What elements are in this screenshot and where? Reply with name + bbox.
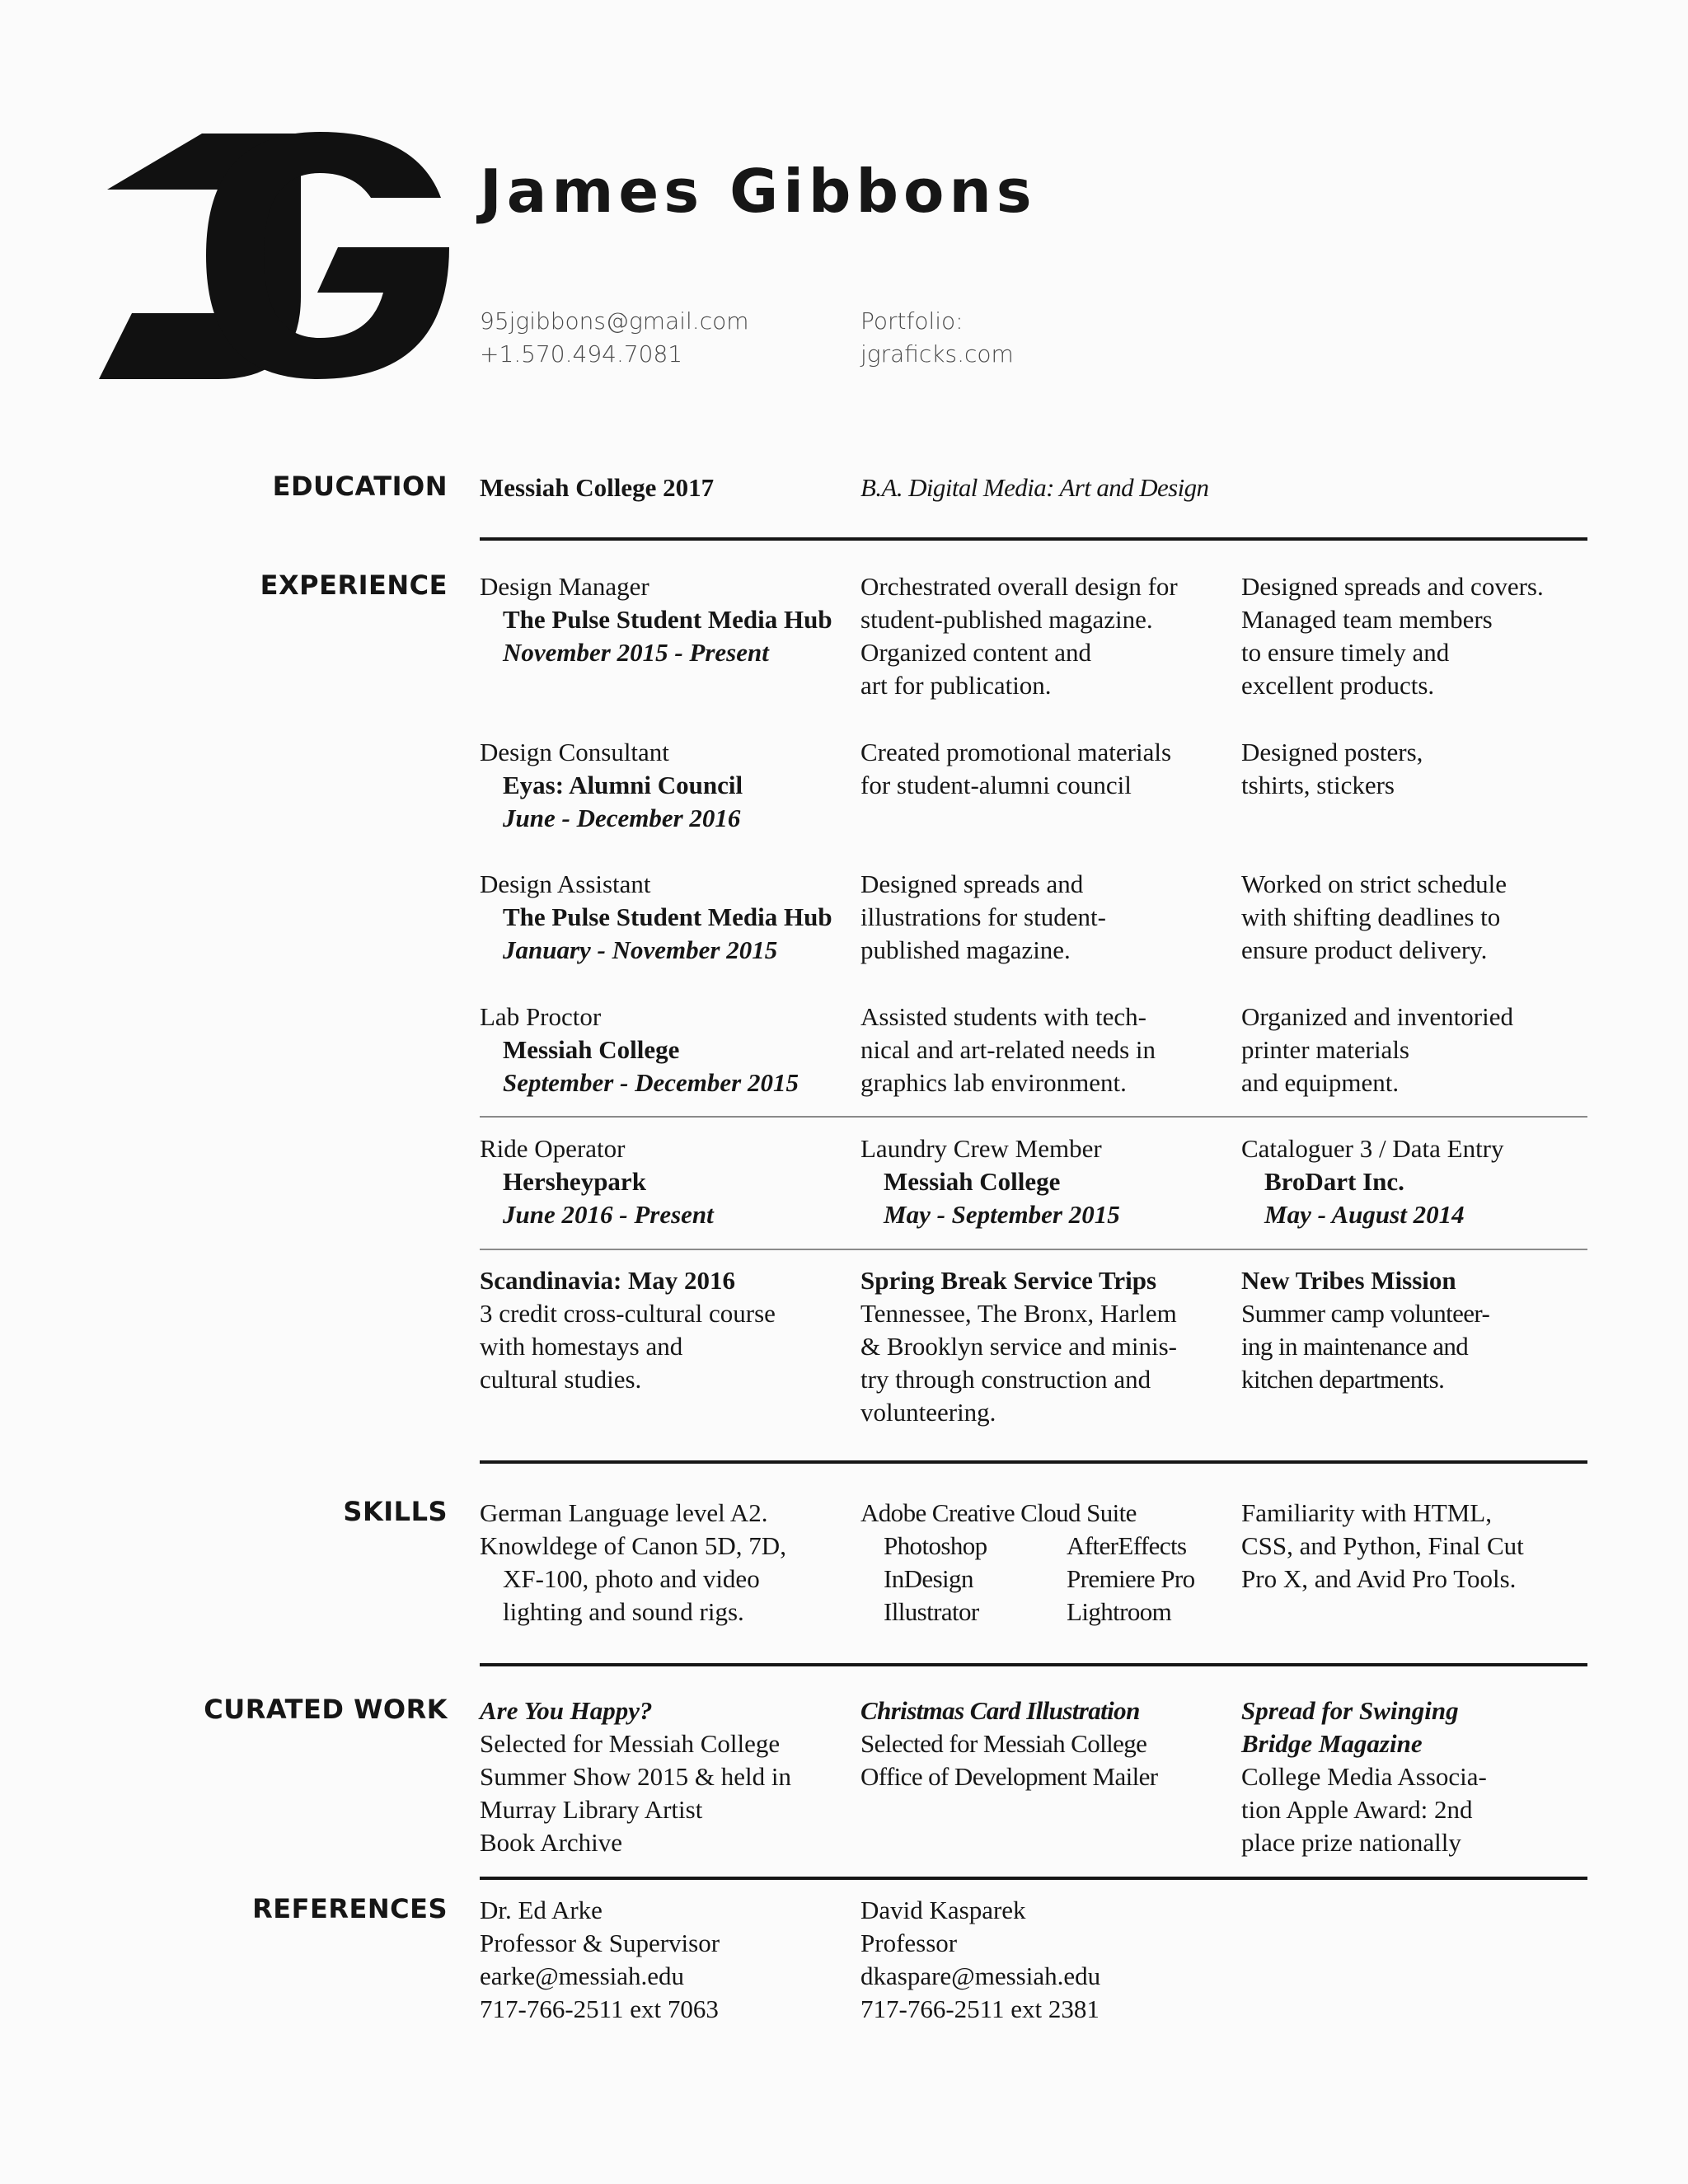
job-entry — [480, 1001, 799, 1099]
curated-line: Selected for Messiah College — [480, 1729, 781, 1758]
job-organization: The Pulse Student Media Hub — [503, 902, 832, 931]
job-dates: November 2015 - Present — [503, 638, 769, 667]
email-text[interactable]: 95jgibbons@gmail.com — [480, 307, 749, 335]
desc-line: art for publication. — [860, 671, 1052, 700]
job-description — [1241, 736, 1423, 802]
job-description — [1241, 1001, 1513, 1099]
desc-line: excellent products. — [1241, 671, 1435, 700]
portfolio-link[interactable]: jgraficks.com — [860, 340, 1014, 368]
job-title: Design Manager — [480, 572, 649, 601]
job-title: Ride Operator — [480, 1134, 626, 1163]
desc-line: Orchestrated overall design for — [860, 572, 1178, 601]
job-organization: BroDart Inc. — [1264, 1167, 1404, 1196]
section-divider — [480, 1877, 1587, 1880]
desc-line: and equipment. — [1241, 1068, 1400, 1097]
desc-line: nical and art-related needs in — [860, 1035, 1156, 1064]
job-organization: Eyas: Alumni Council — [503, 771, 743, 799]
activity-line: try through construction and — [860, 1365, 1151, 1394]
section-divider — [480, 537, 1587, 541]
education-school: Messiah College 2017 — [480, 473, 715, 502]
curated-line: tion Apple Award: 2nd — [1241, 1795, 1473, 1824]
skill-line: XF-100, photo and video — [503, 1564, 760, 1593]
job-dates: September - December 2015 — [503, 1068, 799, 1097]
skill-line: lighting and sound rigs. — [503, 1597, 744, 1626]
desc-line: tshirts, stickers — [1241, 771, 1395, 799]
job-title: Cataloguer 3 / Data Entry — [1241, 1134, 1504, 1163]
other-job-entry — [860, 1132, 1120, 1231]
reference-entry — [480, 1894, 720, 2026]
desc-line: Organized and inventoried — [1241, 1002, 1513, 1031]
job-title: Design Assistant — [480, 869, 651, 898]
activity-line: volunteering. — [860, 1398, 996, 1427]
activity-line: Summer camp volunteer- — [1241, 1299, 1490, 1328]
job-organization: Hersheypark — [503, 1167, 646, 1196]
curated-title: Bridge Magazine — [1241, 1729, 1423, 1758]
curated-work-heading: CURATED WORK — [204, 1694, 448, 1725]
education-heading: EDUCATION — [272, 471, 448, 502]
section-divider — [480, 1460, 1587, 1464]
reference-entry — [860, 1894, 1100, 2026]
activity-line: kitchen departments. — [1241, 1365, 1445, 1394]
activity-heading: New Tribes Mission — [1241, 1266, 1456, 1295]
job-entry — [480, 570, 832, 669]
job-organization: The Pulse Student Media Hub — [503, 605, 832, 634]
job-description — [1241, 570, 1544, 702]
desc-line: illustrations for student- — [860, 902, 1106, 931]
app-name: Photoshop — [884, 1531, 987, 1560]
curated-title: Christmas Card Illustration — [860, 1696, 1140, 1725]
apps-grid — [860, 1530, 1231, 1629]
job-title: Laundry Crew Member — [860, 1134, 1102, 1163]
app-name: Illustrator — [884, 1597, 979, 1626]
skill-line: German Language level A2. — [480, 1498, 768, 1527]
desc-line: Designed posters, — [1241, 738, 1423, 766]
desc-line: published magazine. — [860, 935, 1071, 964]
software-skills — [860, 1497, 1231, 1629]
curated-line: place prize nationally — [1241, 1828, 1461, 1857]
curated-line: Selected for Messiah College — [860, 1729, 1147, 1758]
jg-monogram-logo — [99, 132, 449, 396]
app-name: Premiere Pro — [1067, 1564, 1195, 1593]
reference-name: David Kasparek — [860, 1896, 1026, 1924]
thin-divider — [480, 1116, 1587, 1118]
curated-line: Book Archive — [480, 1828, 623, 1857]
activity-heading: Spring Break Service Trips — [860, 1266, 1157, 1295]
desc-line: Designed spreads and — [860, 869, 1084, 898]
reference-role: Professor & Supervisor — [480, 1929, 720, 1957]
curated-line: College Media Associa- — [1241, 1762, 1487, 1791]
suite-title: Adobe Creative Cloud Suite — [860, 1498, 1137, 1527]
desc-line: Organized content and — [860, 638, 1092, 667]
section-divider — [480, 1663, 1587, 1666]
desc-line: ensure product delivery. — [1241, 935, 1488, 964]
reference-email[interactable]: earke@messiah.edu — [480, 1961, 685, 1990]
desc-line: with shifting deadlines to — [1241, 902, 1501, 931]
portfolio-label: Portfolio: — [860, 307, 964, 335]
reference-phone: 717-766-2511 ext 2381 — [860, 1994, 1100, 2023]
skill-line: Knowldege of Canon 5D, 7D, — [480, 1531, 786, 1560]
job-dates: May - August 2014 — [1264, 1200, 1465, 1229]
skill-line: Pro X, and Avid Pro Tools. — [1241, 1564, 1517, 1593]
job-organization: Messiah College — [884, 1167, 1061, 1196]
desc-line: graphics lab environment. — [860, 1068, 1127, 1097]
activity-line: & Brooklyn service and minis- — [860, 1332, 1177, 1361]
desc-line: to ensure timely and — [1241, 638, 1450, 667]
reference-role: Professor — [860, 1929, 958, 1957]
reference-email[interactable]: dkaspare@messiah.edu — [860, 1961, 1101, 1990]
activity-entry — [1241, 1264, 1489, 1396]
curated-title: Spread for Swinging — [1241, 1696, 1459, 1725]
desc-line: Created promotional materials — [860, 738, 1172, 766]
activity-line: cultural studies. — [480, 1365, 642, 1394]
job-entry — [480, 736, 743, 835]
reference-phone: 717-766-2511 ext 7063 — [480, 1994, 719, 2023]
app-name: InDesign — [884, 1564, 973, 1593]
skills-column — [480, 1497, 786, 1629]
portfolio-block — [860, 305, 1014, 371]
phone-text: +1.570.494.7081 — [480, 340, 683, 368]
job-description — [860, 570, 1178, 702]
job-dates: January - November 2015 — [503, 935, 778, 964]
desc-line: student-published magazine. — [860, 605, 1153, 634]
candidate-name: James Gibbons — [480, 157, 1037, 226]
curated-item — [860, 1694, 1158, 1793]
desc-line: Managed team members — [1241, 605, 1493, 634]
job-description — [860, 1001, 1156, 1099]
curated-item — [480, 1694, 791, 1859]
desc-line: Assisted students with tech- — [860, 1002, 1146, 1031]
curated-title: Are You Happy? — [480, 1696, 653, 1725]
skills-column — [1241, 1497, 1524, 1596]
activity-entry — [860, 1264, 1177, 1429]
reference-name: Dr. Ed Arke — [480, 1896, 603, 1924]
education-degree: B.A. Digital Media: Art and Design — [860, 473, 1209, 502]
activity-line: 3 credit cross-cultural course — [480, 1299, 776, 1328]
app-name: Lightroom — [1067, 1597, 1172, 1626]
activity-line: ing in maintenance and — [1241, 1332, 1469, 1361]
desc-line: printer materials — [1241, 1035, 1409, 1064]
experience-heading: EXPERIENCE — [260, 569, 448, 601]
job-organization: Messiah College — [503, 1035, 680, 1064]
thin-divider — [480, 1249, 1587, 1250]
job-description — [860, 868, 1106, 967]
skills-heading: SKILLS — [343, 1496, 448, 1527]
references-heading: REFERENCES — [252, 1893, 448, 1924]
job-title: Design Consultant — [480, 738, 669, 766]
contact-block — [480, 305, 749, 371]
job-entry — [480, 868, 832, 967]
desc-line: Designed spreads and covers. — [1241, 572, 1544, 601]
activity-line: Tennessee, The Bronx, Harlem — [860, 1299, 1177, 1328]
job-description — [1241, 868, 1507, 967]
desc-line: Worked on strict schedule — [1241, 869, 1507, 898]
curated-line: Office of Development Mailer — [860, 1762, 1158, 1791]
job-title: Lab Proctor — [480, 1002, 602, 1031]
other-job-entry — [1241, 1132, 1504, 1231]
skill-line: Familiarity with HTML, — [1241, 1498, 1492, 1527]
skill-line: CSS, and Python, Final Cut — [1241, 1531, 1524, 1560]
curated-item — [1241, 1694, 1487, 1859]
app-name: AfterEffects — [1067, 1531, 1187, 1560]
job-dates: May - September 2015 — [884, 1200, 1120, 1229]
activity-entry — [480, 1264, 776, 1396]
desc-line: for student-alumni council — [860, 771, 1132, 799]
other-job-entry — [480, 1132, 714, 1231]
job-dates: June - December 2016 — [503, 804, 741, 832]
activity-heading: Scandinavia: May 2016 — [480, 1266, 736, 1295]
job-description — [860, 736, 1171, 802]
curated-line: Summer Show 2015 & held in — [480, 1762, 792, 1791]
activity-line: with homestays and — [480, 1332, 683, 1361]
curated-line: Murray Library Artist — [480, 1795, 703, 1824]
job-dates: June 2016 - Present — [503, 1200, 714, 1229]
